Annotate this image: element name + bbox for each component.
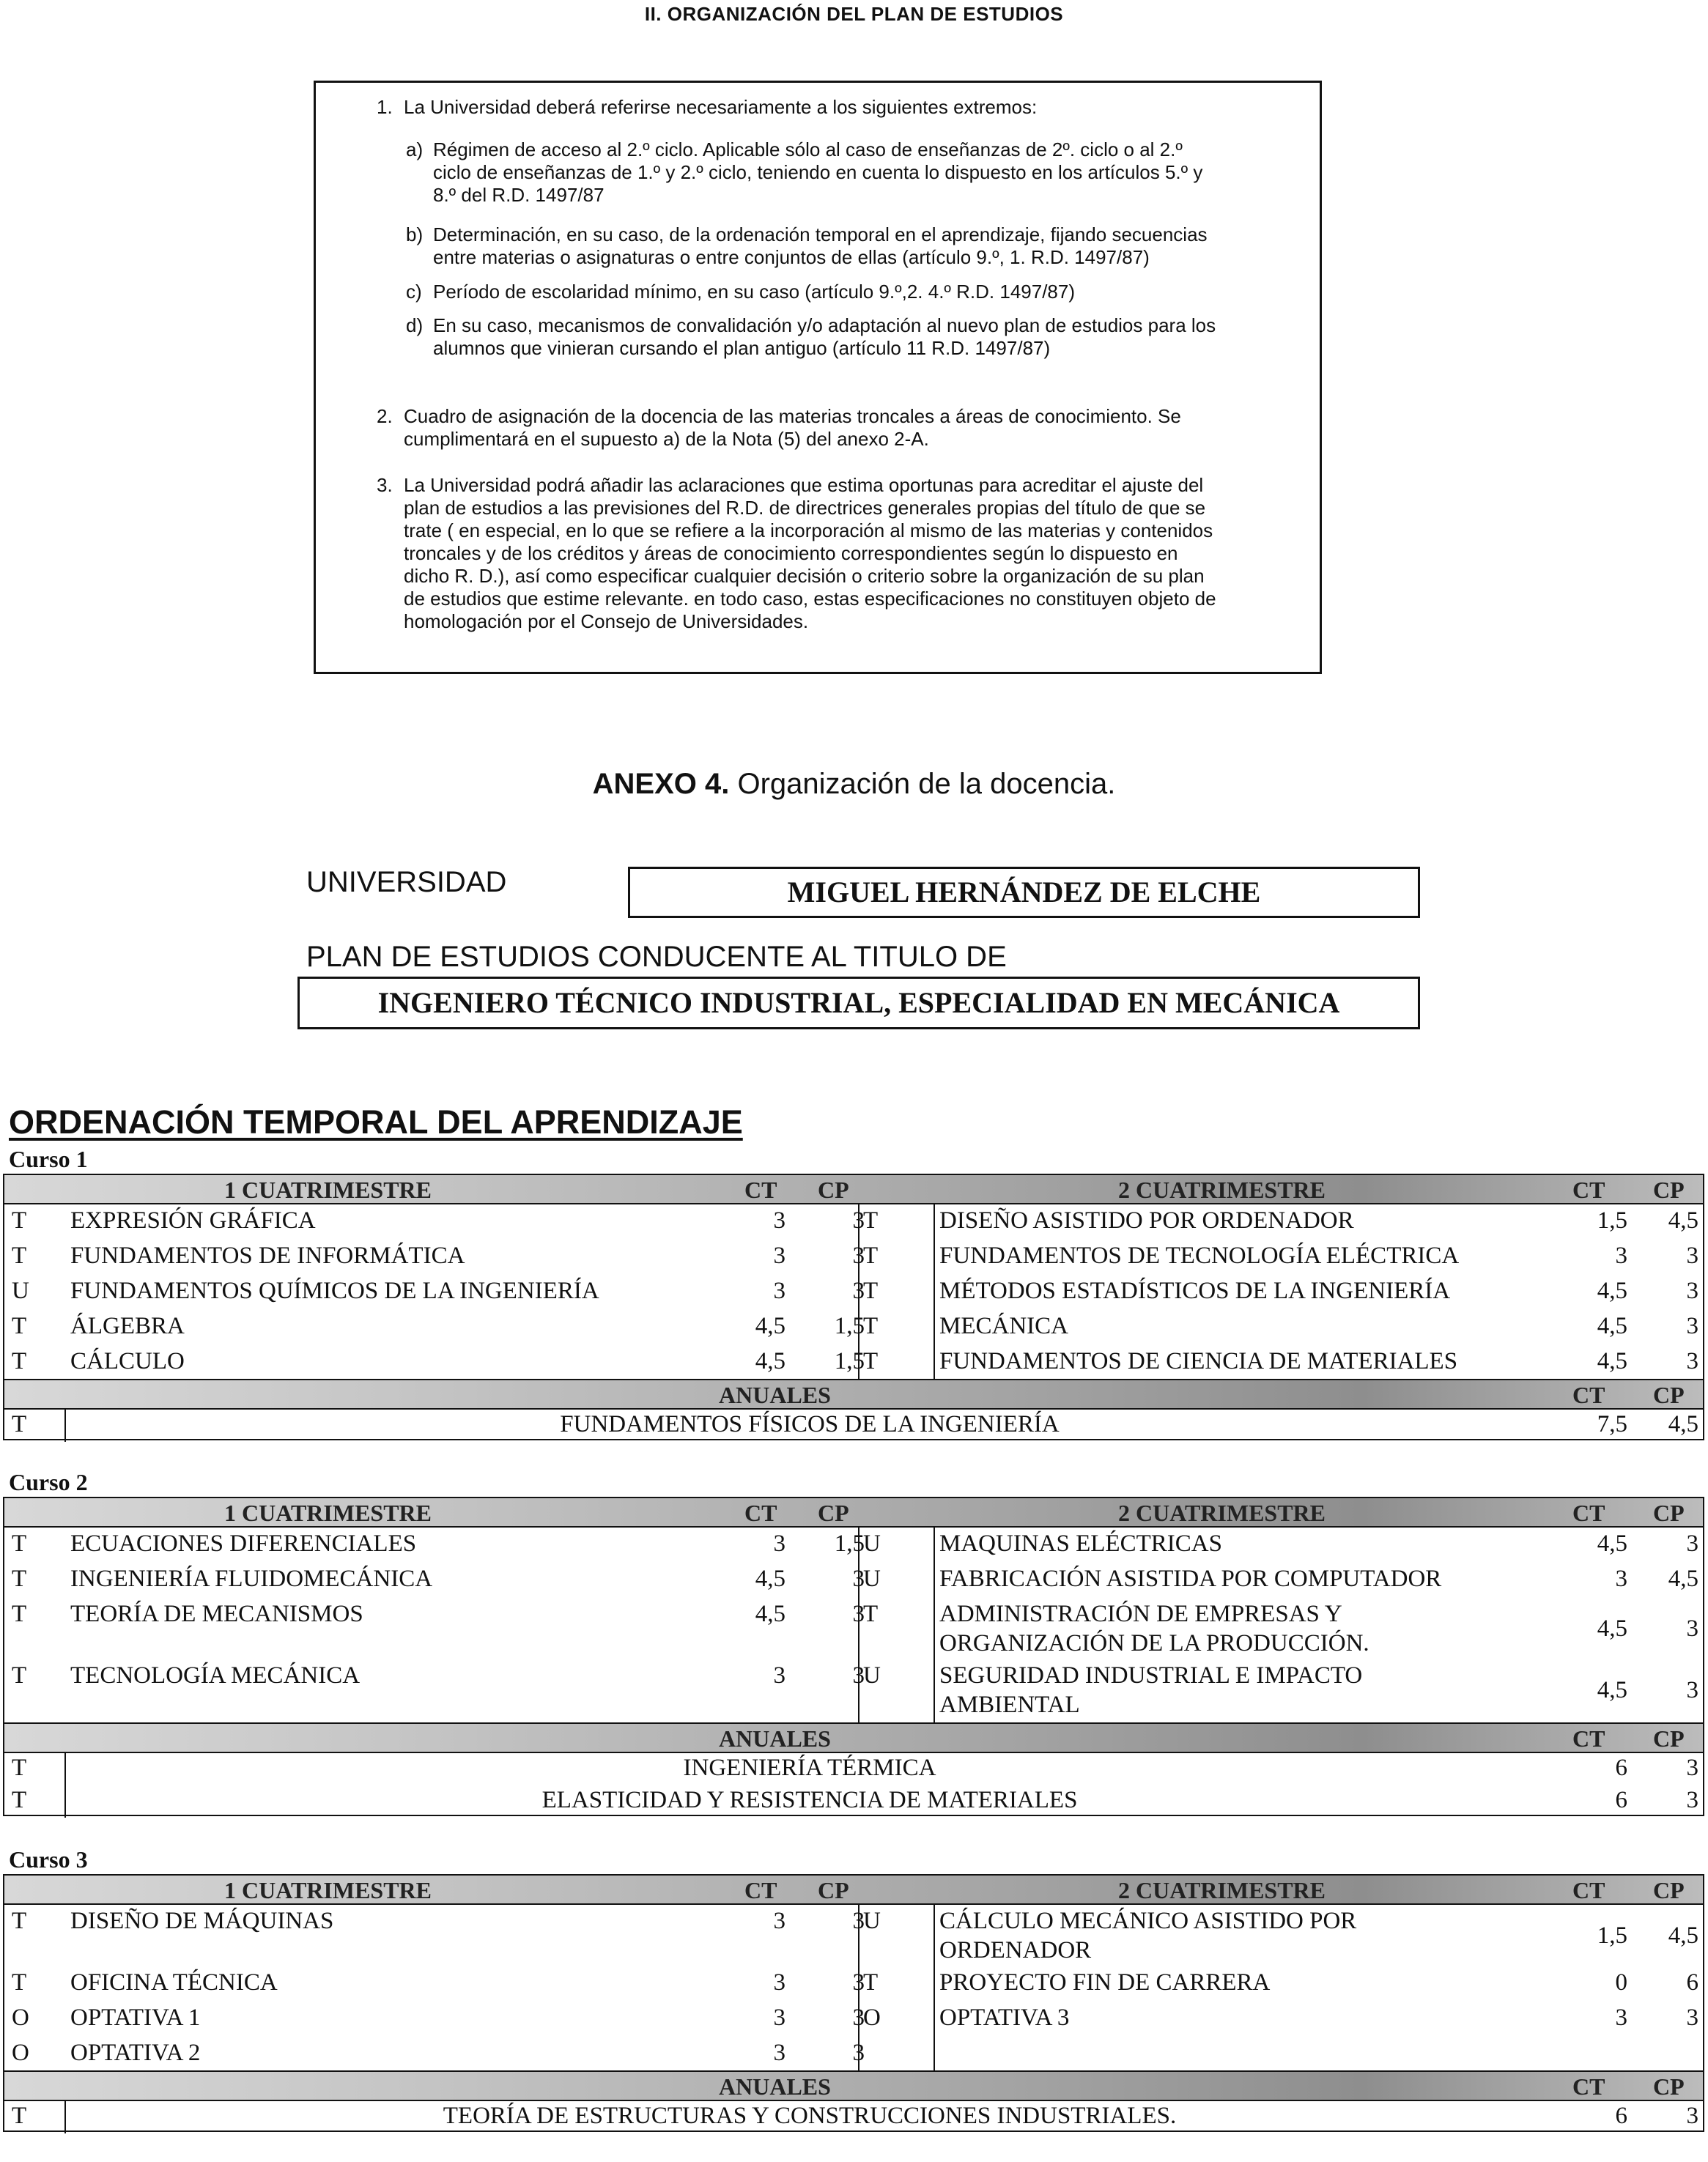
subject-ct: 4,5 [755,1348,785,1374]
column-divider [934,1905,935,2072]
semester-header-row [4,1175,1703,1204]
item-line: 8.º del R.D. 1497/87 [433,184,605,206]
subject-ct: 3 [773,2004,785,2031]
subject-name: MECÁNICA [939,1313,1069,1339]
item-line: Régimen de acceso al 2.º ciclo. Aplicable sólo al caso de enseñanzas de 2º. ciclo o al 2.º [433,138,1183,160]
note-3-number: 3. [377,474,393,496]
subject-type: T [12,1411,27,1437]
item-line: entre materias o asignaturas o entre conjuntos de ellas (artículo 9.º, 1. R.D. 1497/87) [433,246,1150,268]
note-1-item-c [406,281,1315,303]
subject-cp: 3 [1686,1755,1698,1781]
subject-cp: 3 [852,2004,865,2031]
curso-table [3,1874,1704,2132]
annual-header-row [4,1724,1703,1753]
column-divider [934,1528,935,1724]
subject-name: SEGURIDAD INDUSTRIAL E IMPACTO [939,1662,1363,1689]
subject-type: T [863,1348,879,1374]
subject-cp: 1,5 [834,1530,865,1557]
cp-header: CP [1653,2073,1685,2100]
subject-cp: 4,5 [1668,1922,1698,1949]
annual-header-row [4,2072,1703,2101]
note-2 [377,405,1307,451]
subject-type: U [863,1566,881,1592]
subject-cp: 1,5 [834,1348,865,1374]
curso-label: Curso 1 [9,1146,88,1172]
subject-cp: 3 [1686,1677,1698,1703]
subject-cp: 3 [852,1207,865,1234]
cp-header: CP [1653,1725,1685,1752]
subject-name: MÉTODOS ESTADÍSTICOS DE LA INGENIERÍA [939,1278,1451,1304]
subject-cp: 3 [852,1278,865,1304]
subject-cp: 3 [852,1243,865,1269]
subject-type: U [12,1278,29,1304]
curso-label: Curso 2 [9,1469,88,1495]
schedule-title: ORDENACIÓN TEMPORAL DEL APRENDIZAJE [9,1103,743,1141]
subject-name: CÁLCULO MECÁNICO ASISTIDO POR [939,1908,1357,1934]
note-2-number: 2. [377,405,393,427]
item-line: Determinación, en su caso, de la ordenación temporal en el aprendizaje, fijando secuencias [433,223,1208,245]
subject-cp: 3 [1686,1278,1698,1304]
annual-header: ANUALES [719,1725,831,1752]
subject-cp: 3 [1686,1348,1698,1374]
subject-ct: 4,5 [1597,1278,1627,1304]
subject-type: T [12,1566,27,1592]
subject-type: U [863,1908,881,1934]
subject-ct: 6 [1615,1755,1627,1781]
subject-name: ECUACIONES DIFERENCIALES [70,1530,417,1557]
note-1-number: 1. [377,96,393,118]
cp-header: CP [818,1877,849,1903]
ct-header: CT [1572,1500,1605,1526]
annual-subject-name: FUNDAMENTOS FÍSICOS DE LA INGENIERÍA [560,1411,1060,1437]
note-1-item-a [406,138,1315,207]
subject-name: DISEÑO ASISTIDO POR ORDENADOR [939,1207,1354,1234]
subject-type: T [12,1787,27,1813]
subject-name: FUNDAMENTOS DE TECNOLOGÍA ELÉCTRICA [939,1243,1460,1269]
subject-ct: 3 [773,1662,785,1689]
item-label: b) [406,223,424,245]
annual-subject-name: TEORÍA DE ESTRUCTURAS Y CONSTRUCCIONES INDUSTRIALES. [443,2103,1177,2129]
semester-2-header: 2 CUATRIMESTRE [1118,1877,1326,1903]
subject-ct: 3 [1615,1243,1627,1269]
subject-type: T [12,1530,27,1557]
ct-header: CT [744,1177,777,1203]
subject-name: OPTATIVA 2 [70,2040,201,2066]
degree-label: PLAN DE ESTUDIOS CONDUCENTE AL TITULO DE [306,941,1007,973]
subject-type: T [12,1908,27,1934]
subject-type: U [863,1662,881,1689]
ct-header: CT [1572,1382,1605,1408]
note-1-text: La Universidad deberá referirse necesariamente a los siguientes extremos: [404,96,1038,118]
note-line: troncales y de los créditos y áreas de conocimiento correspondientes según lo dispuesto en [404,542,1178,564]
subject-type: T [12,1313,27,1339]
item-line: En su caso, mecanismos de convalidación y/o adaptación al nuevo plan de estudios para los [433,314,1216,336]
cp-header: CP [818,1177,849,1203]
subject-ct: 0 [1615,1969,1627,1996]
subject-cp: 3 [852,2040,865,2066]
subject-cp: 3 [1686,1313,1698,1339]
subject-cp: 1,5 [834,1313,865,1339]
subject-cp: 4,5 [1668,1207,1698,1234]
subject-type: T [863,1313,879,1339]
subject-type: T [12,1207,27,1234]
annex-title [0,768,1708,801]
semester-2-header: 2 CUATRIMESTRE [1118,1500,1326,1526]
annex-number: ANEXO 4. [592,768,730,800]
item-line: ciclo de enseñanzas de 1.º y 2.º ciclo, teniendo en cuenta lo dispuesto en los artículos 5.º y [433,161,1203,183]
subject-name: FUNDAMENTOS DE INFORMÁTICA [70,1243,465,1269]
subject-cp: 3 [852,1969,865,1996]
semester-1-header: 1 CUATRIMESTRE [224,1877,432,1903]
subject-type: T [863,1278,879,1304]
annex-subtitle: Organización de la docencia. [729,768,1116,800]
subject-cp: 3 [1686,1530,1698,1557]
annual-header-row [4,1380,1703,1410]
subject-ct: 3 [1615,2004,1627,2031]
subject-type: T [863,1207,879,1234]
subject-name: FUNDAMENTOS QUÍMICOS DE LA INGENIERÍA [70,1278,599,1304]
subject-ct: 3 [773,2040,785,2066]
subject-name: ADMINISTRACIÓN DE EMPRESAS Y [939,1601,1342,1627]
subject-name-continued: AMBIENTAL [939,1692,1080,1718]
subject-ct: 4,5 [755,1601,785,1627]
cp-header: CP [1653,1177,1685,1203]
subject-cp: 3 [1686,1243,1698,1269]
semester-header-row [4,1876,1703,1905]
note-1 [377,96,1300,119]
subject-name: DISEÑO DE MÁQUINAS [70,1908,334,1934]
item-line: alumnos que vinieran cursando el plan antiguo (artículo 11 R.D. 1497/87) [433,337,1051,359]
subject-name: FABRICACIÓN ASISTIDA POR COMPUTADOR [939,1566,1442,1592]
subject-type: T [863,1243,879,1269]
annual-header: ANUALES [719,2073,831,2100]
subject-type: O [863,2004,881,2031]
instructions-box [314,81,1322,674]
subject-type: T [863,1969,879,1996]
ct-header: CT [744,1500,777,1526]
subject-type: T [12,1348,27,1374]
ct-header: CT [1572,2073,1605,2100]
subject-type: T [12,1969,27,1996]
degree-name-box: INGENIERO TÉCNICO INDUSTRIAL, ESPECIALIDAD EN MECÁNICA [297,977,1420,1029]
note-line: trate ( en especial, en lo que se refiere a la incorporación al mismo de las materias y contenidos [404,519,1213,541]
subject-ct: 3 [773,1530,785,1557]
subject-ct: 1,5 [1597,1922,1627,1949]
subject-type: T [12,1243,27,1269]
semester-1-header: 1 CUATRIMESTRE [224,1500,432,1526]
curso-label: Curso 3 [9,1846,88,1873]
note-line: Cuadro de asignación de la docencia de las materias troncales a áreas de conocimiento. Se [404,405,1181,427]
subject-type: T [12,1601,27,1627]
subject-ct: 4,5 [755,1566,785,1592]
subject-type: O [12,2040,29,2066]
note-line: de estudios que estime relevante. en todo caso, estas especificaciones no constituyen objeto de [404,588,1216,610]
university-name-box: MIGUEL HERNÁNDEZ DE ELCHE [628,867,1420,918]
curso-table [3,1174,1704,1440]
subject-name: EXPRESIÓN GRÁFICA [70,1207,316,1234]
subject-ct: 4,5 [1597,1348,1627,1374]
subject-name: ÁLGEBRA [70,1313,185,1339]
subject-ct: 3 [773,1243,785,1269]
note-line: cumplimentará en el supuesto a) de la Nota (5) del anexo 2-A. [404,428,929,450]
subject-ct: 3 [773,1278,785,1304]
cp-header: CP [1653,1382,1685,1408]
ct-header: CT [1572,1877,1605,1903]
subject-cp: 3 [1686,2103,1698,2129]
ct-header: CT [1572,1177,1605,1203]
annual-subject-name: ELASTICIDAD Y RESISTENCIA DE MATERIALES [541,1787,1078,1813]
subject-cp: 3 [852,1601,865,1627]
subject-name: MAQUINAS ELÉCTRICAS [939,1530,1222,1557]
subject-name: OPTATIVA 3 [939,2004,1070,2031]
subject-name: TEORÍA DE MECANISMOS [70,1601,363,1627]
subject-name: OPTATIVA 1 [70,2004,201,2031]
university-label: UNIVERSIDAD [306,866,507,898]
ct-header: CT [1572,1725,1605,1752]
subject-cp: 3 [852,1566,865,1592]
item-label: d) [406,314,424,336]
subject-type: T [12,1755,27,1781]
subject-ct: 4,5 [755,1313,785,1339]
subject-cp: 3 [852,1908,865,1934]
subject-ct: 4,5 [1597,1313,1627,1339]
subject-name: PROYECTO FIN DE CARRERA [939,1969,1271,1996]
subject-name-continued: ORGANIZACIÓN DE LA PRODUCCIÓN. [939,1630,1369,1656]
curso-table [3,1497,1704,1816]
subject-name: INGENIERÍA FLUIDOMECÁNICA [70,1566,433,1592]
subject-cp: 3 [852,1662,865,1689]
item-label: a) [406,138,424,160]
subject-cp: 3 [1686,1787,1698,1813]
annual-subject-name: INGENIERÍA TÉRMICA [683,1755,936,1781]
subject-type: T [12,1662,27,1689]
note-1-item-b [406,223,1315,269]
section-heading: II. ORGANIZACIÓN DEL PLAN DE ESTUDIOS [644,3,1064,25]
column-divider [934,1204,935,1380]
note-3 [377,474,1307,633]
ct-header: CT [744,1877,777,1903]
cp-header: CP [1653,1500,1685,1526]
subject-cp: 6 [1686,1969,1698,1996]
semester-2-header: 2 CUATRIMESTRE [1118,1177,1326,1203]
subject-type: T [863,1601,879,1627]
subject-type: T [12,2103,27,2129]
note-1-item-d [406,314,1315,360]
subject-ct: 3 [773,1207,785,1234]
item-label: c) [406,281,422,303]
subject-ct: 4,5 [1597,1615,1627,1642]
subject-name: FUNDAMENTOS DE CIENCIA DE MATERIALES [939,1348,1458,1374]
subject-ct: 7,5 [1597,1411,1627,1437]
subject-name: TECNOLOGÍA MECÁNICA [70,1662,361,1689]
subject-name: OFICINA TÉCNICA [70,1969,278,1996]
subject-ct: 3 [1615,1566,1627,1592]
cp-header: CP [818,1500,849,1526]
subject-cp: 4,5 [1668,1566,1698,1592]
semester-1-header: 1 CUATRIMESTRE [224,1177,432,1203]
note-line: homologación por el Consejo de Universidades. [404,610,809,632]
subject-cp: 4,5 [1668,1411,1698,1437]
cp-header: CP [1653,1877,1685,1903]
semester-header-row [4,1498,1703,1528]
subject-ct: 1,5 [1597,1207,1627,1234]
subject-ct: 6 [1615,1787,1627,1813]
subject-name-continued: ORDENADOR [939,1937,1092,1963]
subject-name: CÁLCULO [70,1348,185,1374]
subject-cp: 3 [1686,1615,1698,1642]
subject-ct: 3 [773,1908,785,1934]
note-line: La Universidad podrá añadir las aclaraciones que estima oportunas para acreditar el ajuste del [404,474,1204,496]
subject-ct: 4,5 [1597,1530,1627,1557]
subject-ct: 3 [773,1969,785,1996]
subject-ct: 4,5 [1597,1677,1627,1703]
item-line: Período de escolaridad mínimo, en su caso (artículo 9.º,2. 4.º R.D. 1497/87) [433,281,1076,303]
subject-type: U [863,1530,881,1557]
subject-cp: 3 [1686,2004,1698,2031]
annual-header: ANUALES [719,1382,831,1408]
subject-ct: 6 [1615,2103,1627,2129]
subject-type: O [12,2004,29,2031]
note-line: dicho R. D.), así como especificar cualquier decisión o criterio sobre la organización de su plan [404,565,1205,587]
note-line: plan de estudios a las previsiones del R.D. de directrices generales propias del título de que se [404,497,1206,519]
